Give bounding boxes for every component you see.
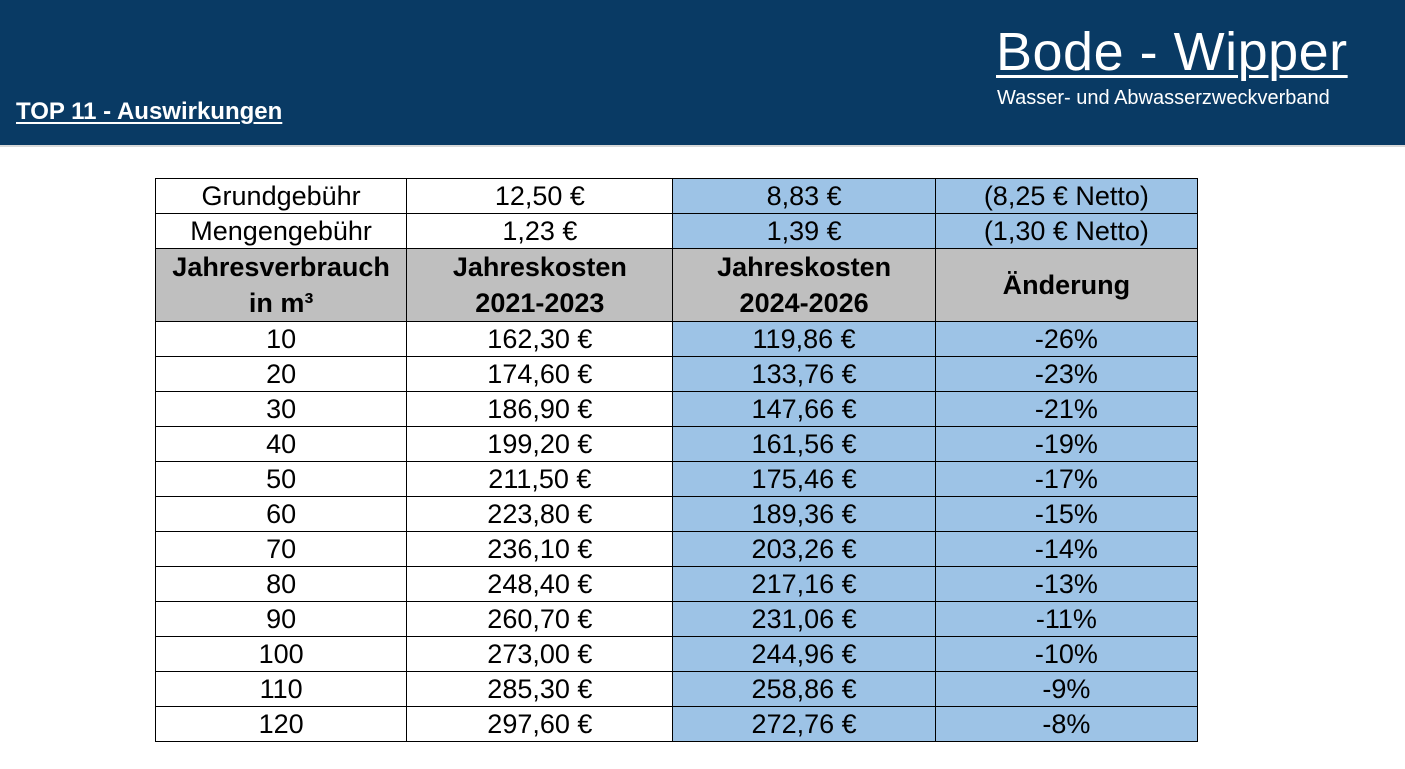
table-row [156, 357, 1198, 392]
table-row [156, 602, 1198, 637]
new-cost-cell: 147,66 € [673, 392, 935, 427]
usage-cell: 70 [156, 532, 407, 567]
usage-cell: 120 [156, 707, 407, 742]
fee-old: 12,50 € [407, 179, 673, 214]
new-cost-cell: 189,36 € [673, 497, 935, 532]
old-cost-cell: 236,10 € [407, 532, 673, 567]
table-row [156, 392, 1198, 427]
old-cost-cell: 223,80 € [407, 497, 673, 532]
new-cost-cell: 217,16 € [673, 567, 935, 602]
old-cost-cell: 285,30 € [407, 672, 673, 707]
table-row [156, 672, 1198, 707]
change-cell: -9% [935, 672, 1197, 707]
change-cell: -8% [935, 707, 1197, 742]
header-change: Änderung [935, 249, 1197, 322]
usage-cell: 80 [156, 567, 407, 602]
usage-cell: 20 [156, 357, 407, 392]
new-cost-cell: 272,76 € [673, 707, 935, 742]
header-new-line1: Jahreskosten [717, 252, 892, 282]
header-verbrauch [156, 249, 407, 322]
table-row [156, 427, 1198, 462]
table-row [156, 497, 1198, 532]
header-old-cost [407, 249, 673, 322]
new-cost-cell: 161,56 € [673, 427, 935, 462]
old-cost-cell: 174,60 € [407, 357, 673, 392]
fee-net: (1,30 € Netto) [935, 214, 1197, 249]
usage-cell: 110 [156, 672, 407, 707]
usage-cell: 40 [156, 427, 407, 462]
usage-cell: 90 [156, 602, 407, 637]
table-row [156, 637, 1198, 672]
header-new-cost [673, 249, 935, 322]
fee-label: Mengengebühr [156, 214, 407, 249]
header-divider [0, 145, 1405, 147]
old-cost-cell: 248,40 € [407, 567, 673, 602]
change-cell: -10% [935, 637, 1197, 672]
table-row [156, 462, 1198, 497]
brand-name: Bode - Wipper [996, 22, 1348, 82]
new-cost-cell: 133,76 € [673, 357, 935, 392]
table-row [156, 322, 1198, 357]
change-cell: -14% [935, 532, 1197, 567]
fee-label: Grundgebühr [156, 179, 407, 214]
data-rows [156, 322, 1198, 742]
header-old-line2: 2021-2023 [475, 288, 605, 318]
change-cell: -17% [935, 462, 1197, 497]
new-cost-cell: 119,86 € [673, 322, 935, 357]
change-cell: -26% [935, 322, 1197, 357]
usage-cell: 60 [156, 497, 407, 532]
header-old-line1: Jahreskosten [452, 252, 627, 282]
old-cost-cell: 186,90 € [407, 392, 673, 427]
column-header-row [156, 249, 1198, 322]
old-cost-cell: 162,30 € [407, 322, 673, 357]
change-cell: -19% [935, 427, 1197, 462]
header-new-line2: 2024-2026 [739, 288, 869, 318]
brand-logo [996, 22, 1348, 110]
usage-cell: 10 [156, 322, 407, 357]
usage-cell: 50 [156, 462, 407, 497]
fee-old: 1,23 € [407, 214, 673, 249]
new-cost-cell: 258,86 € [673, 672, 935, 707]
new-cost-cell: 231,06 € [673, 602, 935, 637]
table-row [156, 532, 1198, 567]
fee-new: 1,39 € [673, 214, 935, 249]
table-row [156, 567, 1198, 602]
change-cell: -15% [935, 497, 1197, 532]
header-verbrauch-line2: in m³ [248, 288, 314, 318]
old-cost-cell: 260,70 € [407, 602, 673, 637]
change-cell: -13% [935, 567, 1197, 602]
fee-row-menge [156, 214, 1198, 249]
fee-net: (8,25 € Netto) [935, 179, 1197, 214]
new-cost-cell: 175,46 € [673, 462, 935, 497]
old-cost-cell: 199,20 € [407, 427, 673, 462]
old-cost-cell: 273,00 € [407, 637, 673, 672]
table-row [156, 707, 1198, 742]
change-cell: -23% [935, 357, 1197, 392]
new-cost-cell: 203,26 € [673, 532, 935, 567]
new-cost-cell: 244,96 € [673, 637, 935, 672]
brand-subtitle: Wasser- und Abwasserzweckverband [997, 87, 1330, 109]
old-cost-cell: 297,60 € [407, 707, 673, 742]
change-cell: -21% [935, 392, 1197, 427]
fee-new: 8,83 € [673, 179, 935, 214]
slide-title: TOP 11 - Auswirkungen [16, 98, 283, 125]
change-cell: -11% [935, 602, 1197, 637]
usage-cell: 30 [156, 392, 407, 427]
usage-cell: 100 [156, 637, 407, 672]
header-verbrauch-line1: Jahresverbrauch [172, 252, 390, 282]
fee-row-grund [156, 179, 1198, 214]
fee-comparison-table [155, 178, 1198, 742]
old-cost-cell: 211,50 € [407, 462, 673, 497]
